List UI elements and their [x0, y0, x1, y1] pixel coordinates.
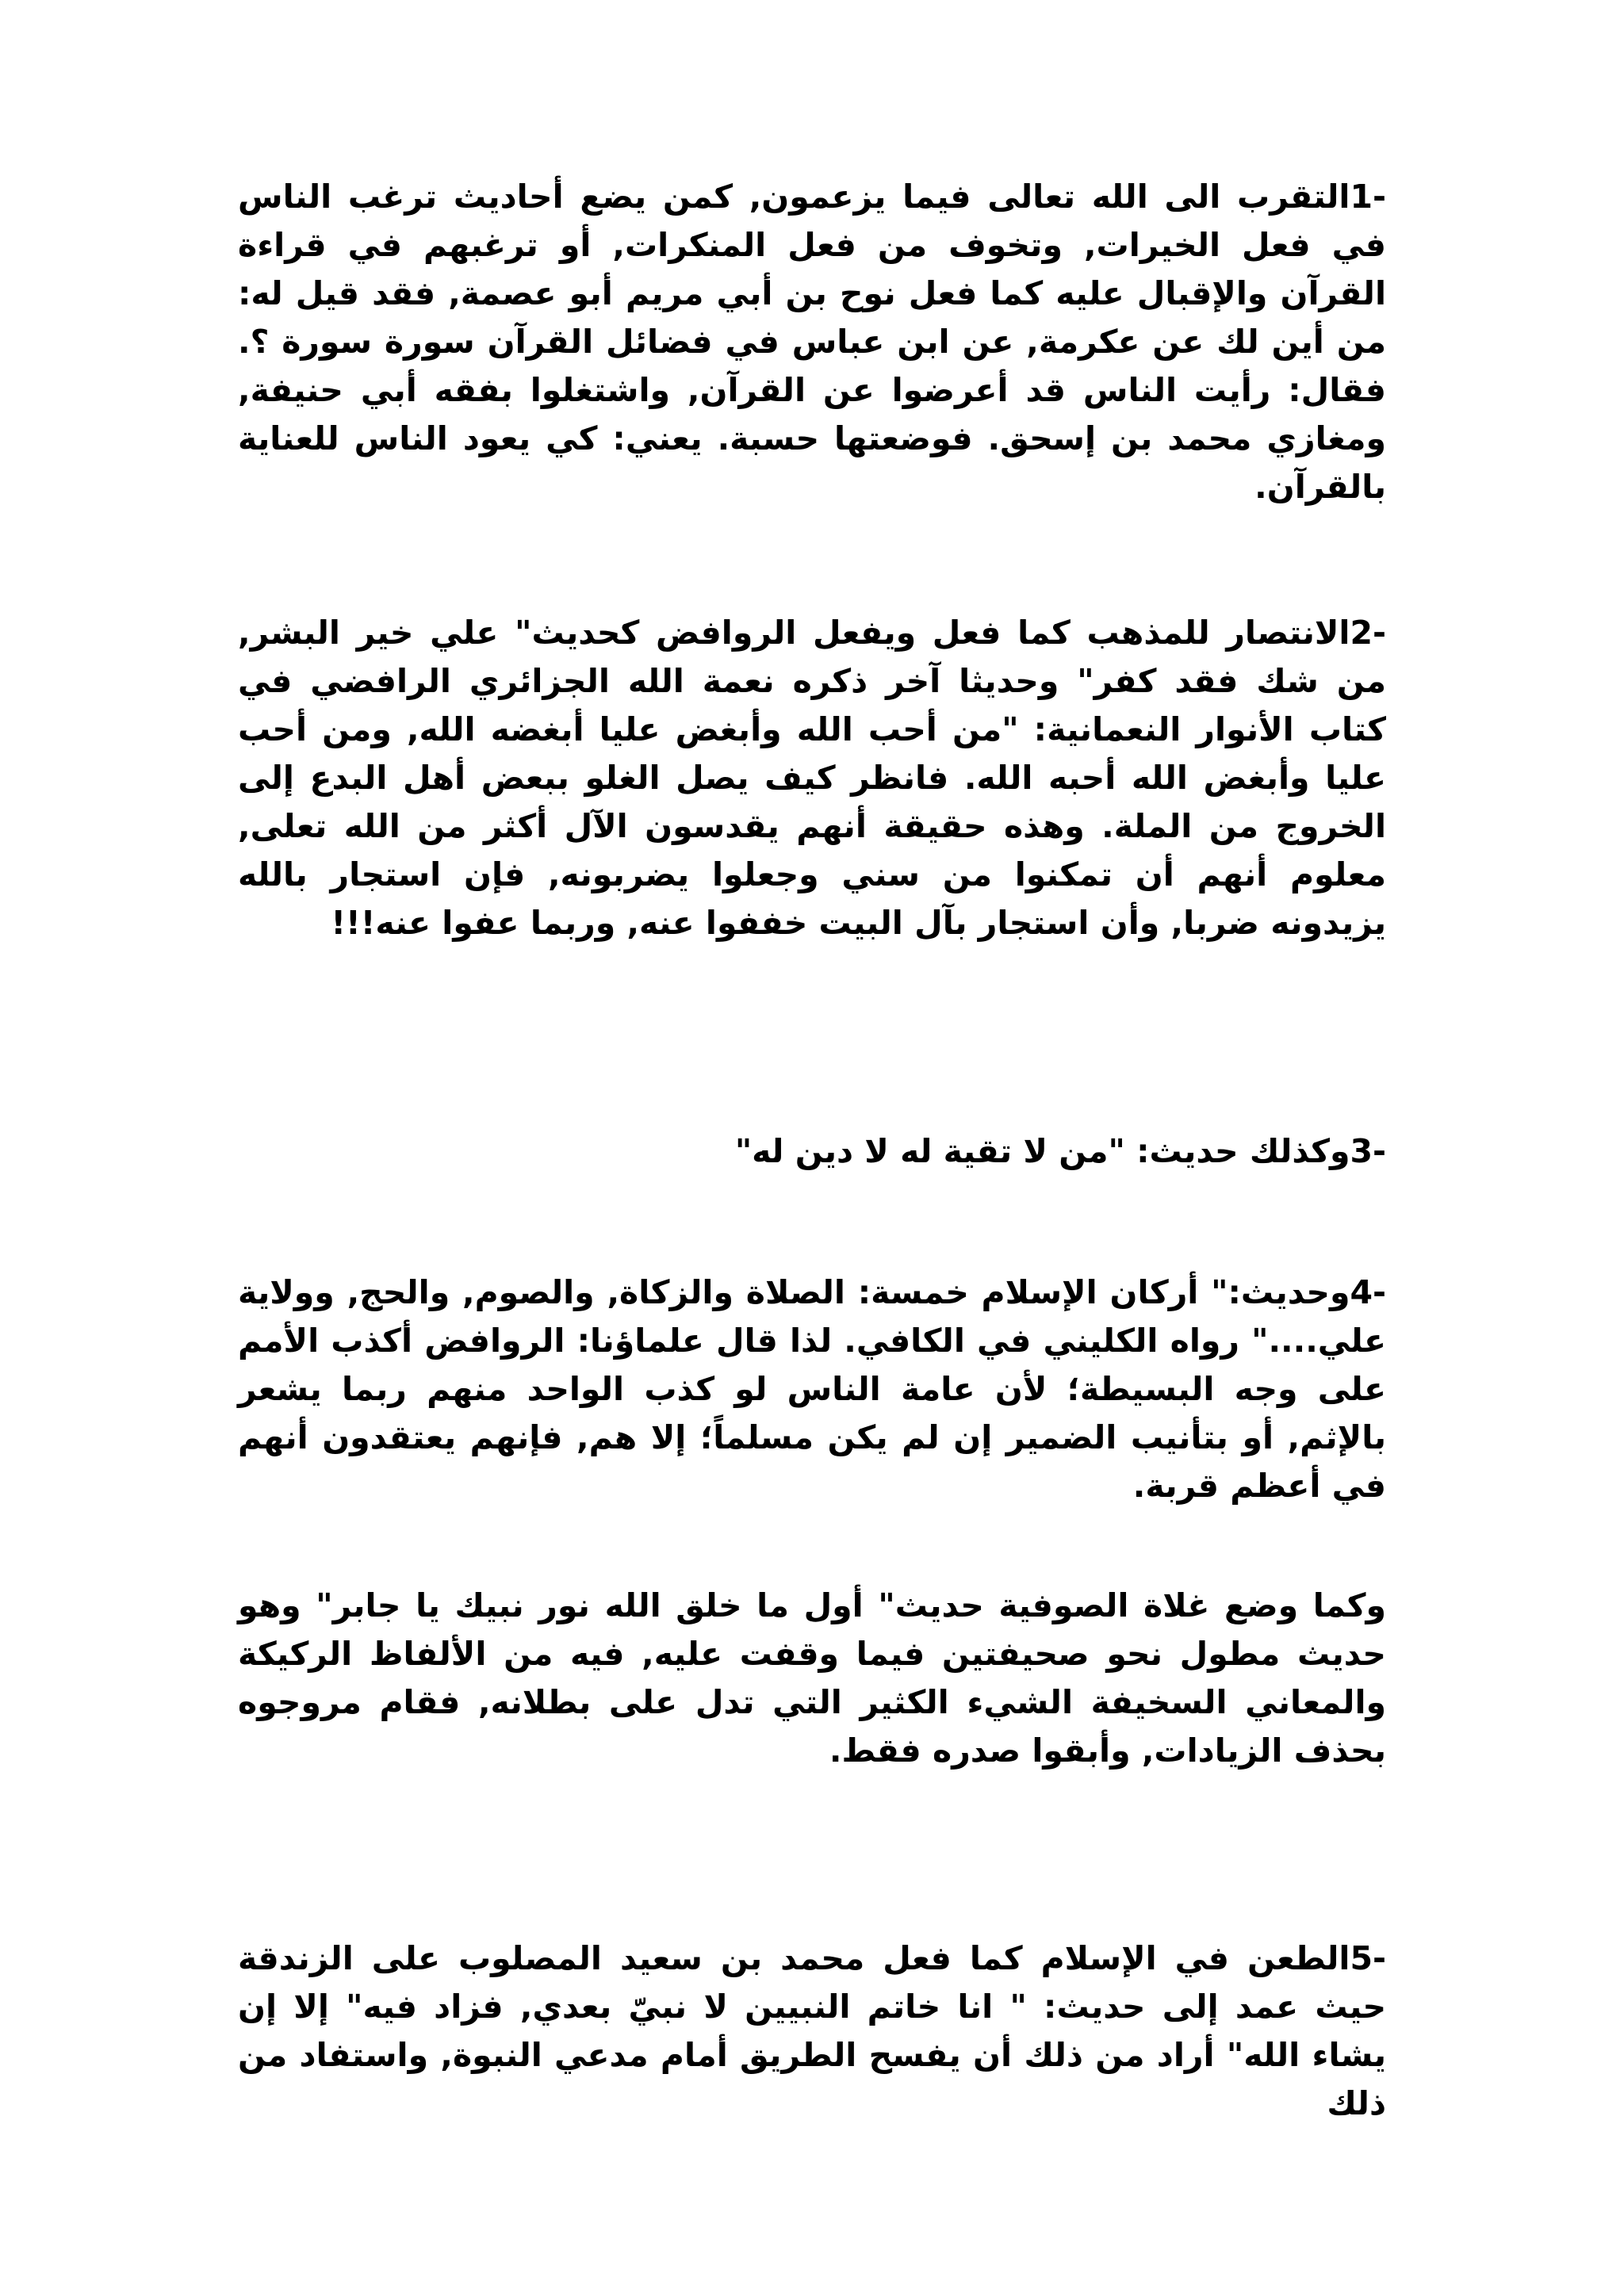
paragraph-5: -5الطعن في الإسلام كما فعل محمد بن سعيد المصلوب على الزندقة حيث عمد إلى حديث: " انا خاتم النبيين لا نبيّ بعدي, فزاد فيه" إلا إن يشاء الله" أراد من ذلك أن يفسح الطريق أمام مدعي النبوة, واستفاد من ذلك	[238, 1939, 1386, 2122]
paragraph-2: -2الانتصار للمذهب كما فعل ويفعل الروافض كحديث" علي خير البشر, من شك فقد كفر" وحديثا آخر ذكره نعمة الله الجزائري الرافضي في كتاب الأنوار النعمانية: "من أحب الله وأبغض عليا أبغضه الله, ومن أحب عليا وأبغض الله أحبه الله. فانظر كيف يصل الغلو ببعض أهل البدع إلى الخروج من الملة. وهذه حقيقة أنهم يقدسون الآل أكثر من الله تعلى, معلوم أنهم أن تمكنوا من سني وجعلوا يضربونه, فإن استجار بالله يزيدونه ضربا, وأن استجار بآل البيت خففوا عنه, وربما عفوا عنه!!!	[238, 614, 1386, 942]
paragraph-4-continued: وكما وضع غلاة الصوفية حديث" أول ما خلق الله نور نبيك يا جابر" وهو حديث مطول نحو صحيفتين فيما وقفت عليه, فيه من الألفاظ الركيكة والمعاني السخيفة الشيء الكثير التي تدل على بطلانه, فقام مروجوه بحذف الزيادات, وأبقوا صدره فقط.	[238, 1586, 1386, 1770]
paragraph-4: -4وحديث:" أركان الإسلام خمسة: الصلاة والزكاة, والصوم, والحج, وولاية علي...." رواه الكليني في الكافي. لذا قال علماؤنا: الروافض أكذب الأمم على وجه البسيطة؛ لأن عامة الناس لو كذب الواحد منهم ربما يشعر بالإثم, أو بتأنيب الضمير إن لم يكن مسلماً؛ إلا هم, فإنهم يعتقدون أنهم في أعظم قربة.	[238, 1273, 1386, 1505]
paragraph-3: -3وكذلك حديث: "من لا تقية له لا دين له"	[734, 1132, 1386, 1170]
paragraph-1: -1التقرب الى الله تعالى فيما يزعمون, كمن يضع أحاديث ترغب الناس في فعل الخيرات, وتخوف من فعل المنكرات, أو ترغبهم في قراءة القرآن والإقبال عليه كما فعل نوح بن أبي مريم أبو عصمة, فقد قيل له: من أين لك عن عكرمة, عن ابن عباس في فضائل القرآن سورة سورة ؟. فقال: رأيت الناس قد أعرضوا عن القرآن, واشتغلوا بفقه أبي حنيفة, ومغازي محمد بن إسحق. فوضعتها حسبة. يعني: كي يعود الناس للعناية بالقرآن.	[238, 178, 1386, 506]
